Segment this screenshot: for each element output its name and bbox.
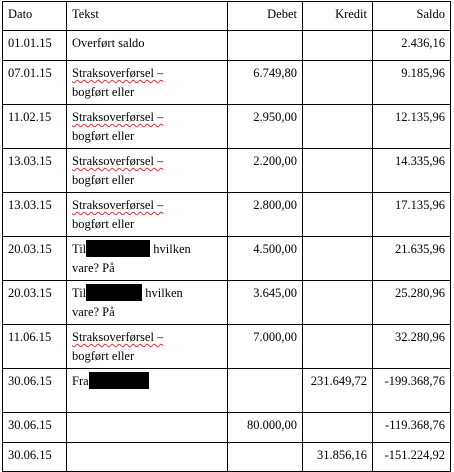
- cell-dato: 11.06.15: [3, 325, 67, 369]
- cell-tekst: [67, 325, 228, 369]
- cell-tekst: [67, 237, 228, 281]
- tekst-suffix: hvilken: [150, 242, 191, 256]
- cell-tekst: [67, 149, 228, 193]
- cell-debet: [228, 443, 303, 472]
- table-row: [3, 193, 451, 237]
- header-debet: Debet: [228, 2, 303, 31]
- cell-dato: 20.03.15: [3, 237, 67, 281]
- cell-debet: 2.800,00: [228, 193, 303, 237]
- tekst-text: Overført saldo: [72, 36, 145, 50]
- cell-tekst: [67, 443, 228, 472]
- table-row: [3, 237, 451, 281]
- cell-kredit: [303, 105, 373, 149]
- tekst-suffix: hvilken: [142, 286, 183, 300]
- cell-saldo: 9.185,96: [373, 61, 451, 105]
- table-row: [3, 31, 451, 61]
- cell-saldo: 17.135,96: [373, 193, 451, 237]
- cell-kredit: [303, 413, 373, 443]
- cell-dato: 20.03.15: [3, 281, 67, 325]
- cell-kredit: [303, 325, 373, 369]
- cell-debet: [228, 369, 303, 413]
- cell-tekst: [67, 413, 228, 443]
- tekst-prefix: Til: [72, 242, 87, 256]
- cell-kredit: 231.649,72: [303, 369, 373, 413]
- cell-tekst: [67, 369, 228, 413]
- tekst-line2: bogført eller: [72, 129, 135, 143]
- cell-tekst: [67, 193, 228, 237]
- cell-dato: 01.01.15: [3, 31, 67, 61]
- table-row: [3, 369, 451, 413]
- cell-tekst: [67, 281, 228, 325]
- cell-kredit: [303, 193, 373, 237]
- tekst-line2: vare? På: [72, 305, 115, 319]
- tekst-line1: Straksoverførsel –: [72, 66, 164, 80]
- cell-dato: 13.03.15: [3, 193, 67, 237]
- cell-saldo: 32.280,96: [373, 325, 451, 369]
- tekst-line1: Straksoverførsel –: [72, 110, 164, 124]
- tekst-prefix: Fra: [72, 374, 89, 388]
- cell-saldo: 14.335,96: [373, 149, 451, 193]
- table-row: [3, 325, 451, 369]
- cell-debet: 80.000,00: [228, 413, 303, 443]
- cell-dato: 30.06.15: [3, 443, 67, 472]
- ledger-body: [3, 31, 451, 472]
- table-row: [3, 61, 451, 105]
- header-dato: Dato: [3, 2, 67, 31]
- redaction-block: [89, 372, 149, 389]
- tekst-prefix: Til: [72, 286, 87, 300]
- tekst-line2: bogført eller: [72, 217, 135, 231]
- cell-saldo: -119.368,76: [373, 413, 451, 443]
- cell-kredit: [303, 281, 373, 325]
- cell-dato: 07.01.15: [3, 61, 67, 105]
- ledger-table: [2, 1, 451, 472]
- header-row: [3, 2, 451, 31]
- table-row: [3, 413, 451, 443]
- tekst-line2: bogført eller: [72, 349, 135, 363]
- cell-saldo: 25.280,96: [373, 281, 451, 325]
- cell-tekst: [67, 105, 228, 149]
- tekst-line1: Straksoverførsel –: [72, 330, 164, 344]
- table-row: [3, 281, 451, 325]
- cell-kredit: [303, 149, 373, 193]
- tekst-line2: vare? På: [72, 261, 115, 275]
- cell-debet: [228, 31, 303, 61]
- cell-saldo: -151.224,92: [373, 443, 451, 472]
- cell-debet: 4.500,00: [228, 237, 303, 281]
- cell-dato: 30.06.15: [3, 413, 67, 443]
- cell-kredit: [303, 31, 373, 61]
- header-saldo: Saldo: [373, 2, 451, 31]
- table-row: [3, 105, 451, 149]
- cell-dato: 11.02.15: [3, 105, 67, 149]
- cell-debet: 3.645,00: [228, 281, 303, 325]
- cell-saldo: -199.368,76: [373, 369, 451, 413]
- tekst-line2: bogført eller: [72, 173, 135, 187]
- tekst-line2: bogført eller: [72, 85, 135, 99]
- table-row: [3, 149, 451, 193]
- cell-saldo: 12.135,96: [373, 105, 451, 149]
- header-kredit: Kredit: [303, 2, 373, 31]
- cell-saldo: 2.436,16: [373, 31, 451, 61]
- table-row: [3, 443, 451, 472]
- cell-kredit: [303, 237, 373, 281]
- cell-debet: 2.200,00: [228, 149, 303, 193]
- tekst-line1: Straksoverførsel –: [72, 154, 164, 168]
- cell-dato: 30.06.15: [3, 369, 67, 413]
- header-tekst: Tekst: [67, 2, 228, 31]
- cell-kredit: 31.856,16: [303, 443, 373, 472]
- cell-dato: 13.03.15: [3, 149, 67, 193]
- cell-saldo: 21.635,96: [373, 237, 451, 281]
- cell-debet: 6.749,80: [228, 61, 303, 105]
- cell-tekst: [67, 61, 228, 105]
- redaction-block: [86, 284, 142, 301]
- redaction-block: [86, 240, 150, 257]
- cell-tekst: [67, 31, 228, 61]
- cell-kredit: [303, 61, 373, 105]
- tekst-line1: Straksoverførsel –: [72, 198, 164, 212]
- cell-debet: 2.950,00: [228, 105, 303, 149]
- cell-debet: 7.000,00: [228, 325, 303, 369]
